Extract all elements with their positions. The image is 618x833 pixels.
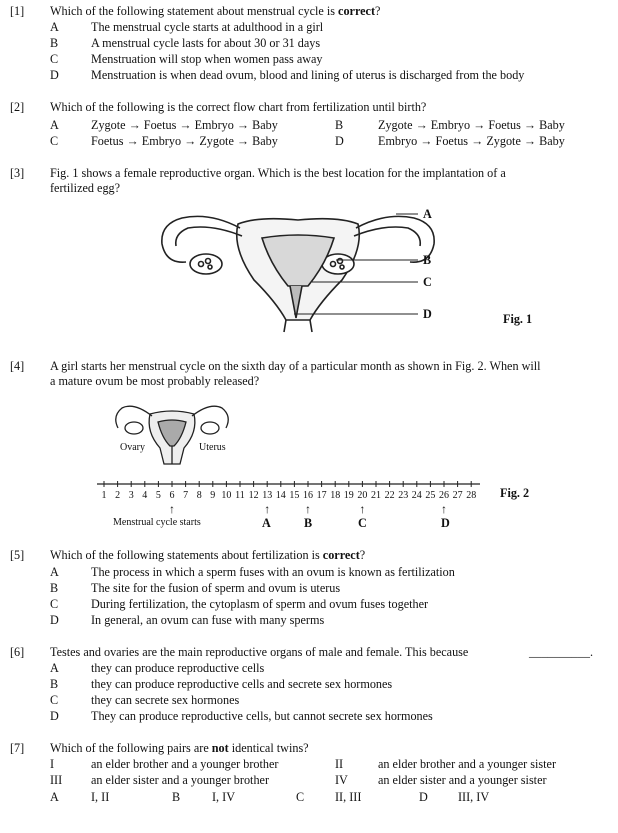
day-number: 10 bbox=[221, 490, 232, 501]
day-number: 11 bbox=[235, 490, 245, 501]
q7-pair-iv-numeral: IV bbox=[335, 773, 348, 787]
q1-stem: Which of the following statement about menstrual cycle is correct? bbox=[50, 4, 381, 18]
q2-option-b: Zygote → Embryo → Foetus → Baby bbox=[378, 118, 565, 132]
fig2-label-b: B bbox=[304, 516, 313, 530]
day-number: 27 bbox=[452, 490, 463, 501]
q7-pair-iv: an elder sister and a younger sister bbox=[378, 773, 547, 787]
day-number: 1 bbox=[101, 490, 107, 501]
q7-option-a: I, II bbox=[91, 790, 110, 804]
q1-option-b: A menstrual cycle lasts for about 30 or 31 days bbox=[91, 36, 321, 50]
day-number: 23 bbox=[398, 490, 409, 501]
fig1-label-a: A bbox=[423, 207, 432, 221]
menstrual-day-scale bbox=[95, 476, 485, 516]
uterus-label: Uterus bbox=[199, 442, 226, 453]
menstrual-cycle-starts-label: Menstrual cycle starts bbox=[113, 517, 201, 528]
q5-option-c: During fertilization, the cytoplasm of sperm and ovum fuses together bbox=[91, 597, 429, 611]
day-number: 17 bbox=[316, 490, 327, 501]
q1-option-b-letter: B bbox=[50, 36, 59, 50]
q6-number: [6] bbox=[10, 645, 25, 659]
q7-option-d: III, IV bbox=[458, 790, 490, 804]
day-number: 5 bbox=[155, 490, 161, 501]
fig2-label-d: D bbox=[441, 516, 450, 530]
fig1-label-c: C bbox=[423, 275, 432, 289]
arrow-d: ↑ bbox=[441, 502, 447, 516]
day-number: 26 bbox=[439, 490, 449, 501]
day-number: 16 bbox=[303, 490, 313, 501]
day-number: 14 bbox=[275, 490, 286, 501]
day-number: 9 bbox=[210, 490, 216, 501]
day-number: 20 bbox=[357, 490, 368, 501]
fig2-caption: Fig. 2 bbox=[500, 486, 530, 500]
arrow-c: ↑ bbox=[359, 502, 366, 516]
day-number: 6 bbox=[169, 490, 175, 501]
day-number: 25 bbox=[425, 490, 436, 501]
day-number: 19 bbox=[343, 490, 354, 501]
fig1-caption: Fig. 1 bbox=[503, 312, 533, 326]
q7-pair-iii: an elder sister and a younger brother bbox=[91, 773, 270, 787]
fig1-label-d: D bbox=[423, 307, 432, 321]
q1-option-a: The menstrual cycle starts at adulthood in a girl bbox=[91, 20, 324, 34]
q6-blank: __________. bbox=[529, 645, 593, 659]
q7-option-d-letter: D bbox=[419, 790, 428, 804]
q6-option-d-letter: D bbox=[50, 709, 59, 723]
q6-option-c-letter: C bbox=[50, 693, 59, 707]
q4-stem-line2: a mature ovum be most probably released? bbox=[50, 374, 260, 388]
q2-option-d-letter: D bbox=[335, 134, 344, 148]
q2-option-c-letter: C bbox=[50, 134, 59, 148]
small-uterus-diagram bbox=[110, 392, 240, 472]
q5-option-d-letter: D bbox=[50, 613, 59, 627]
q1-number: [1] bbox=[10, 4, 25, 18]
day-number: 8 bbox=[196, 490, 202, 501]
q6-stem: Testes and ovaries are the main reproductive organs of male and female. This because bbox=[50, 645, 469, 659]
q3-stem-line2: fertilized egg? bbox=[50, 181, 121, 195]
day-number: 24 bbox=[411, 490, 422, 501]
start-arrow: ↑ bbox=[169, 502, 175, 516]
day-number: 3 bbox=[128, 490, 134, 501]
q5-option-b-letter: B bbox=[50, 581, 59, 595]
q7-option-c-letter: C bbox=[296, 790, 305, 804]
q6-option-b-letter: B bbox=[50, 677, 59, 691]
day-number: 2 bbox=[115, 490, 121, 501]
q1-option-d-letter: D bbox=[50, 68, 59, 82]
q2-option-b-letter: B bbox=[335, 118, 344, 132]
q5-option-c-letter: C bbox=[50, 597, 59, 611]
q7-option-b: I, IV bbox=[212, 790, 236, 804]
fig2-label-c: C bbox=[358, 516, 367, 530]
q7-pair-ii: an elder brother and a younger sister bbox=[378, 757, 557, 771]
q7-pair-i: an elder brother and a younger brother bbox=[91, 757, 279, 771]
ovary-label: Ovary bbox=[120, 442, 145, 453]
day-number: 12 bbox=[248, 490, 259, 501]
q2-stem: Which of the following is the correct flow chart from fertilization until birth? bbox=[50, 100, 427, 114]
female-reproductive-organ-diagram bbox=[150, 198, 450, 336]
day-number: 28 bbox=[466, 490, 477, 501]
q7-pair-ii-numeral: II bbox=[335, 757, 344, 771]
q5-number: [5] bbox=[10, 548, 25, 562]
q3-stem-line1: Fig. 1 shows a female reproductive organ. Which is the best location for the implantation of a bbox=[50, 166, 506, 180]
day-number: 15 bbox=[289, 490, 300, 501]
q2-number: [2] bbox=[10, 100, 25, 114]
q7-option-b-letter: B bbox=[172, 790, 181, 804]
fig2-label-a: A bbox=[262, 516, 271, 530]
q3-number: [3] bbox=[10, 166, 25, 180]
q2-option-a-letter: A bbox=[50, 118, 59, 132]
q1-option-c: Menstruation will stop when women pass away bbox=[91, 52, 323, 66]
q1-option-a-letter: A bbox=[50, 20, 59, 34]
q6-option-a-letter: A bbox=[50, 661, 59, 675]
q5-option-b: The site for the fusion of sperm and ovum is uterus bbox=[91, 581, 341, 595]
q7-stem: Which of the following pairs are not identical twins? bbox=[50, 741, 309, 755]
q7-option-a-letter: A bbox=[50, 790, 59, 804]
q5-stem: Which of the following statements about fertilization is correct? bbox=[50, 548, 366, 562]
q2-option-a: Zygote → Foetus → Embryo → Baby bbox=[91, 118, 278, 132]
q7-pair-iii-numeral: III bbox=[50, 773, 63, 787]
arrow-b: ↑ bbox=[305, 502, 311, 516]
q6-option-d: They can produce reproductive cells, but cannot secrete sex hormones bbox=[91, 709, 433, 723]
q2-option-c: Foetus → Embryo → Zygote → Baby bbox=[91, 134, 278, 148]
q1-option-d: Menstruation is when dead ovum, blood and lining of uterus is discharged from the body bbox=[91, 68, 525, 82]
q7-number: [7] bbox=[10, 741, 25, 755]
fig1-label-b: B bbox=[423, 253, 432, 267]
q5-option-d: In general, an ovum can fuse with many sperms bbox=[91, 613, 325, 627]
day-number: 21 bbox=[371, 490, 381, 501]
day-number: 18 bbox=[330, 490, 341, 501]
q6-option-b: they can produce reproductive cells and secrete sex hormones bbox=[91, 677, 393, 691]
day-number: 7 bbox=[183, 490, 189, 501]
q4-number: [4] bbox=[10, 359, 25, 373]
day-number: 13 bbox=[262, 490, 273, 501]
day-number: 4 bbox=[142, 490, 148, 501]
q2-option-d: Embryo → Foetus → Zygote → Baby bbox=[378, 134, 565, 148]
q6-option-c: they can secrete sex hormones bbox=[91, 693, 240, 707]
q6-option-a: they can produce reproductive cells bbox=[91, 661, 265, 675]
q5-option-a: The process in which a sperm fuses with an ovum is known as fertilization bbox=[91, 565, 455, 579]
arrow-a: ↑ bbox=[264, 502, 271, 516]
q5-option-a-letter: A bbox=[50, 565, 59, 579]
q7-pair-i-numeral: I bbox=[50, 757, 55, 771]
q4-stem-line1: A girl starts her menstrual cycle on the sixth day of a particular month as shown in Fig. 2. When will bbox=[50, 359, 541, 373]
q7-option-c: II, III bbox=[335, 790, 362, 804]
day-number: 22 bbox=[384, 490, 395, 501]
q1-option-c-letter: C bbox=[50, 52, 59, 66]
